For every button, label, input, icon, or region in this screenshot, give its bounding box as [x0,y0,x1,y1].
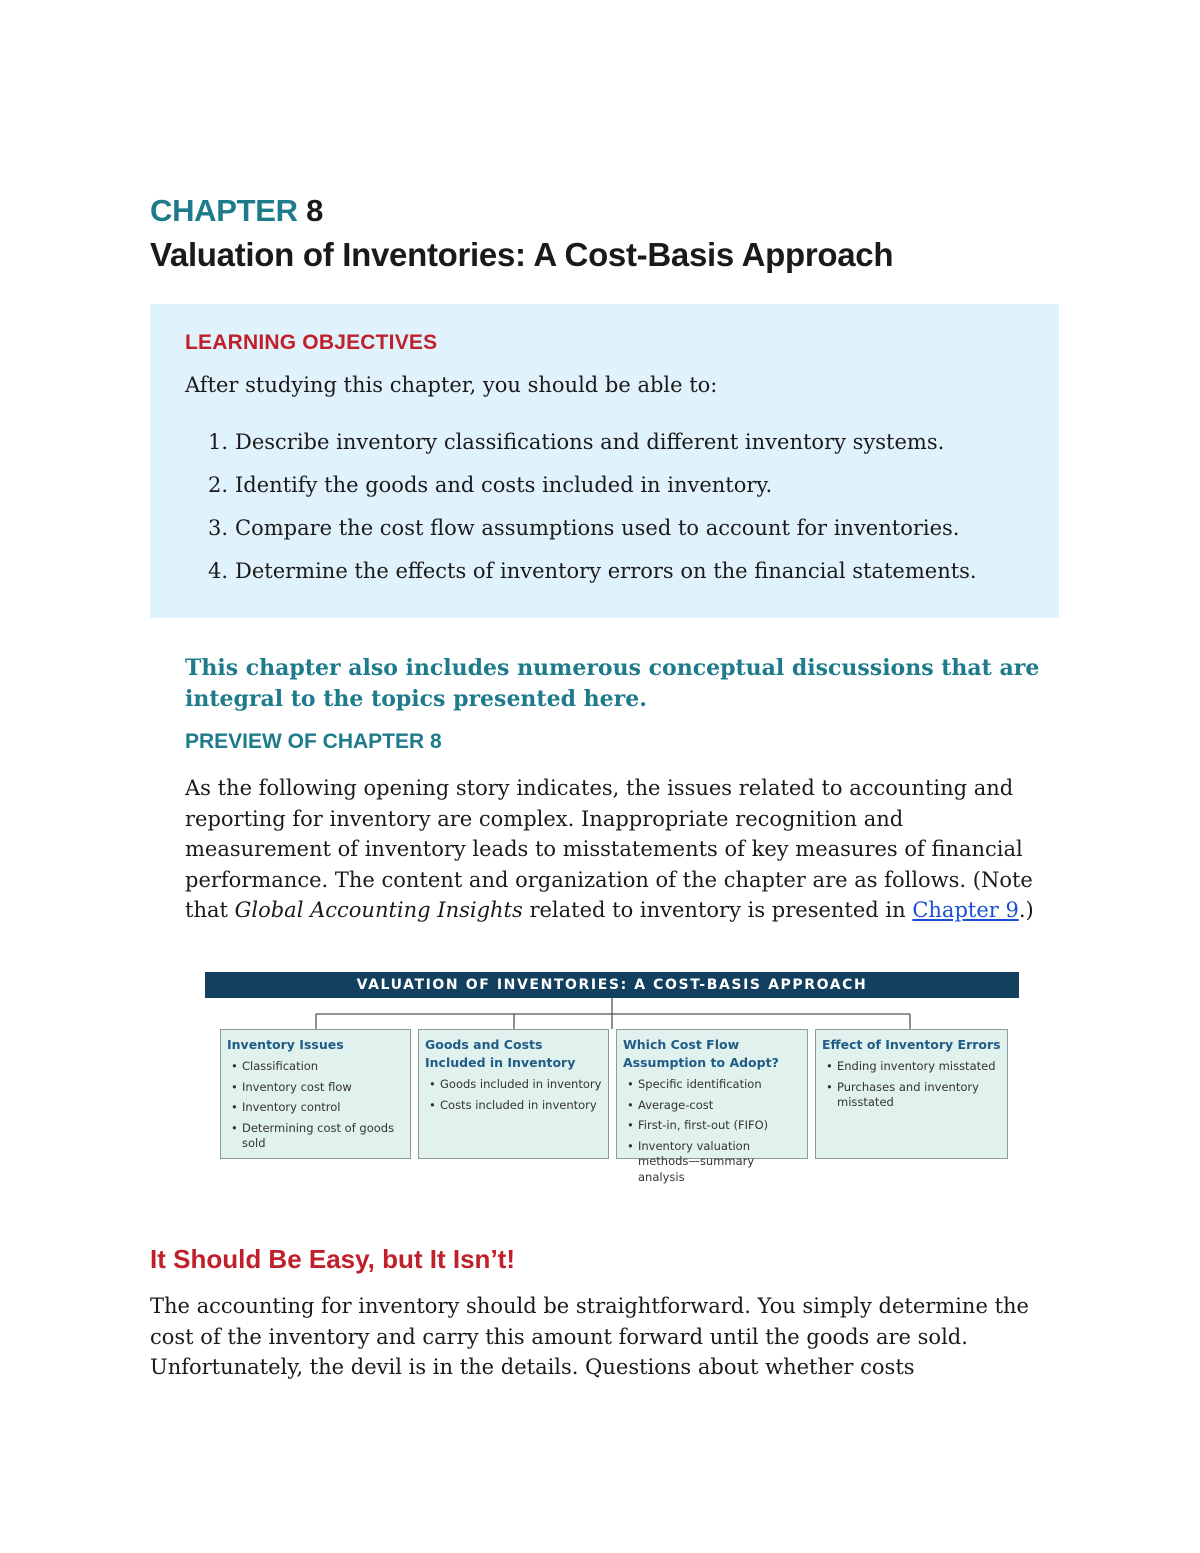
section-paragraph: The accounting for inventory should be straightforward. You simply determine the cost of the inventory and carry this amount forward until the goods are sold. Unfortunately, the devil is in the details. Questions about whether costs [150,1294,1029,1379]
chapter-9-link[interactable]: Chapter 9 [912,898,1019,923]
objective-number: 2. [208,473,229,497]
learning-objectives-heading: LEARNING OBJECTIVES [185,331,438,354]
chapter-word: CHAPTER [150,193,298,228]
preview-text-2: related to inventory is presented in [522,898,913,923]
objective-item [208,430,944,454]
objective-number: 1. [208,430,229,454]
concept-note: This chapter also includes numerous conceptual discussions that are integral to the topics presented here. [185,655,1040,712]
diagram-box-inventory-issues [220,1029,411,1159]
diagram-list-item: • Inventory control [242,1100,404,1116]
diagram-list-item: • Determining cost of goods sold [242,1121,404,1152]
diagram-list-item: • Ending inventory misstated [837,1059,1001,1075]
diagram-box-heading: Inventory Issues [227,1037,344,1052]
objective-item [208,516,959,540]
diagram-list-item: • Purchases and inventory misstated [837,1080,1001,1111]
diagram-list-item: • Goods included in inventory [440,1077,602,1093]
objective-text: Determine the effects of inventory errors on the financial statements. [235,559,977,583]
diagram-list-item: • Classification [242,1059,404,1075]
objective-text: Describe inventory classifications and different inventory systems. [235,430,945,454]
chapter-organization-diagram [205,970,1020,1192]
diagram-box-heading: Which Cost Flow Assumption to Adopt? [623,1037,779,1070]
diagram-box-heading: Goods and Costs Included in Inventory [425,1037,576,1070]
diagram-box-cost-flow [616,1029,808,1184]
diagram-list-item: • Costs included in inventory [440,1098,602,1114]
preview-italic: Global Accounting Insights [234,898,523,923]
objective-item [208,473,772,497]
diagram-list-item: • Inventory cost flow [242,1080,404,1096]
preview-text: As the following opening story indicates, the issues related to accounting and reporting for inventory are complex. Inappropriate recognition and measurement of inventory leads to misstatements of key measures of financial performance. The content and organization of the chapter are as follows. (Note that [185,776,1033,923]
diagram-box-goods-and-costs [418,1029,609,1159]
diagram-list-item: • Specific identification [638,1077,801,1093]
preview-heading: PREVIEW OF CHAPTER 8 [185,730,442,753]
chapter-label [150,193,323,229]
objective-text: Compare the cost flow assumptions used to account for inventories. [235,516,960,540]
chapter-title: Valuation of Inventories: A Cost-Basis Approach [150,236,894,273]
diagram-list-item: • Average-cost [638,1098,801,1114]
preview-text-end: .) [1018,898,1034,923]
learning-objectives-intro: After studying this chapter, you should be able to: [185,373,718,397]
chapter-number: 8 [306,193,324,228]
objective-item [208,559,977,583]
diagram-box-inventory-errors [815,1029,1008,1159]
diagram-list-item: • First-in, first-out (FIFO) [638,1118,801,1134]
diagram-list-item: • Inventory valuation methods—summary analysis [638,1139,801,1186]
diagram-box-heading: Effect of Inventory Errors [822,1037,1001,1052]
section-heading: It Should Be Easy, but It Isn’t! [150,1244,515,1274]
objective-number: 3. [208,516,229,540]
diagram-banner: VALUATION OF INVENTORIES: A COST-BASIS APPROACH [205,972,1019,998]
preview-paragraph [185,773,1035,926]
objective-text: Identify the goods and costs included in inventory. [235,473,773,497]
objective-number: 4. [208,559,229,583]
diagram-connectors [205,970,1020,1030]
